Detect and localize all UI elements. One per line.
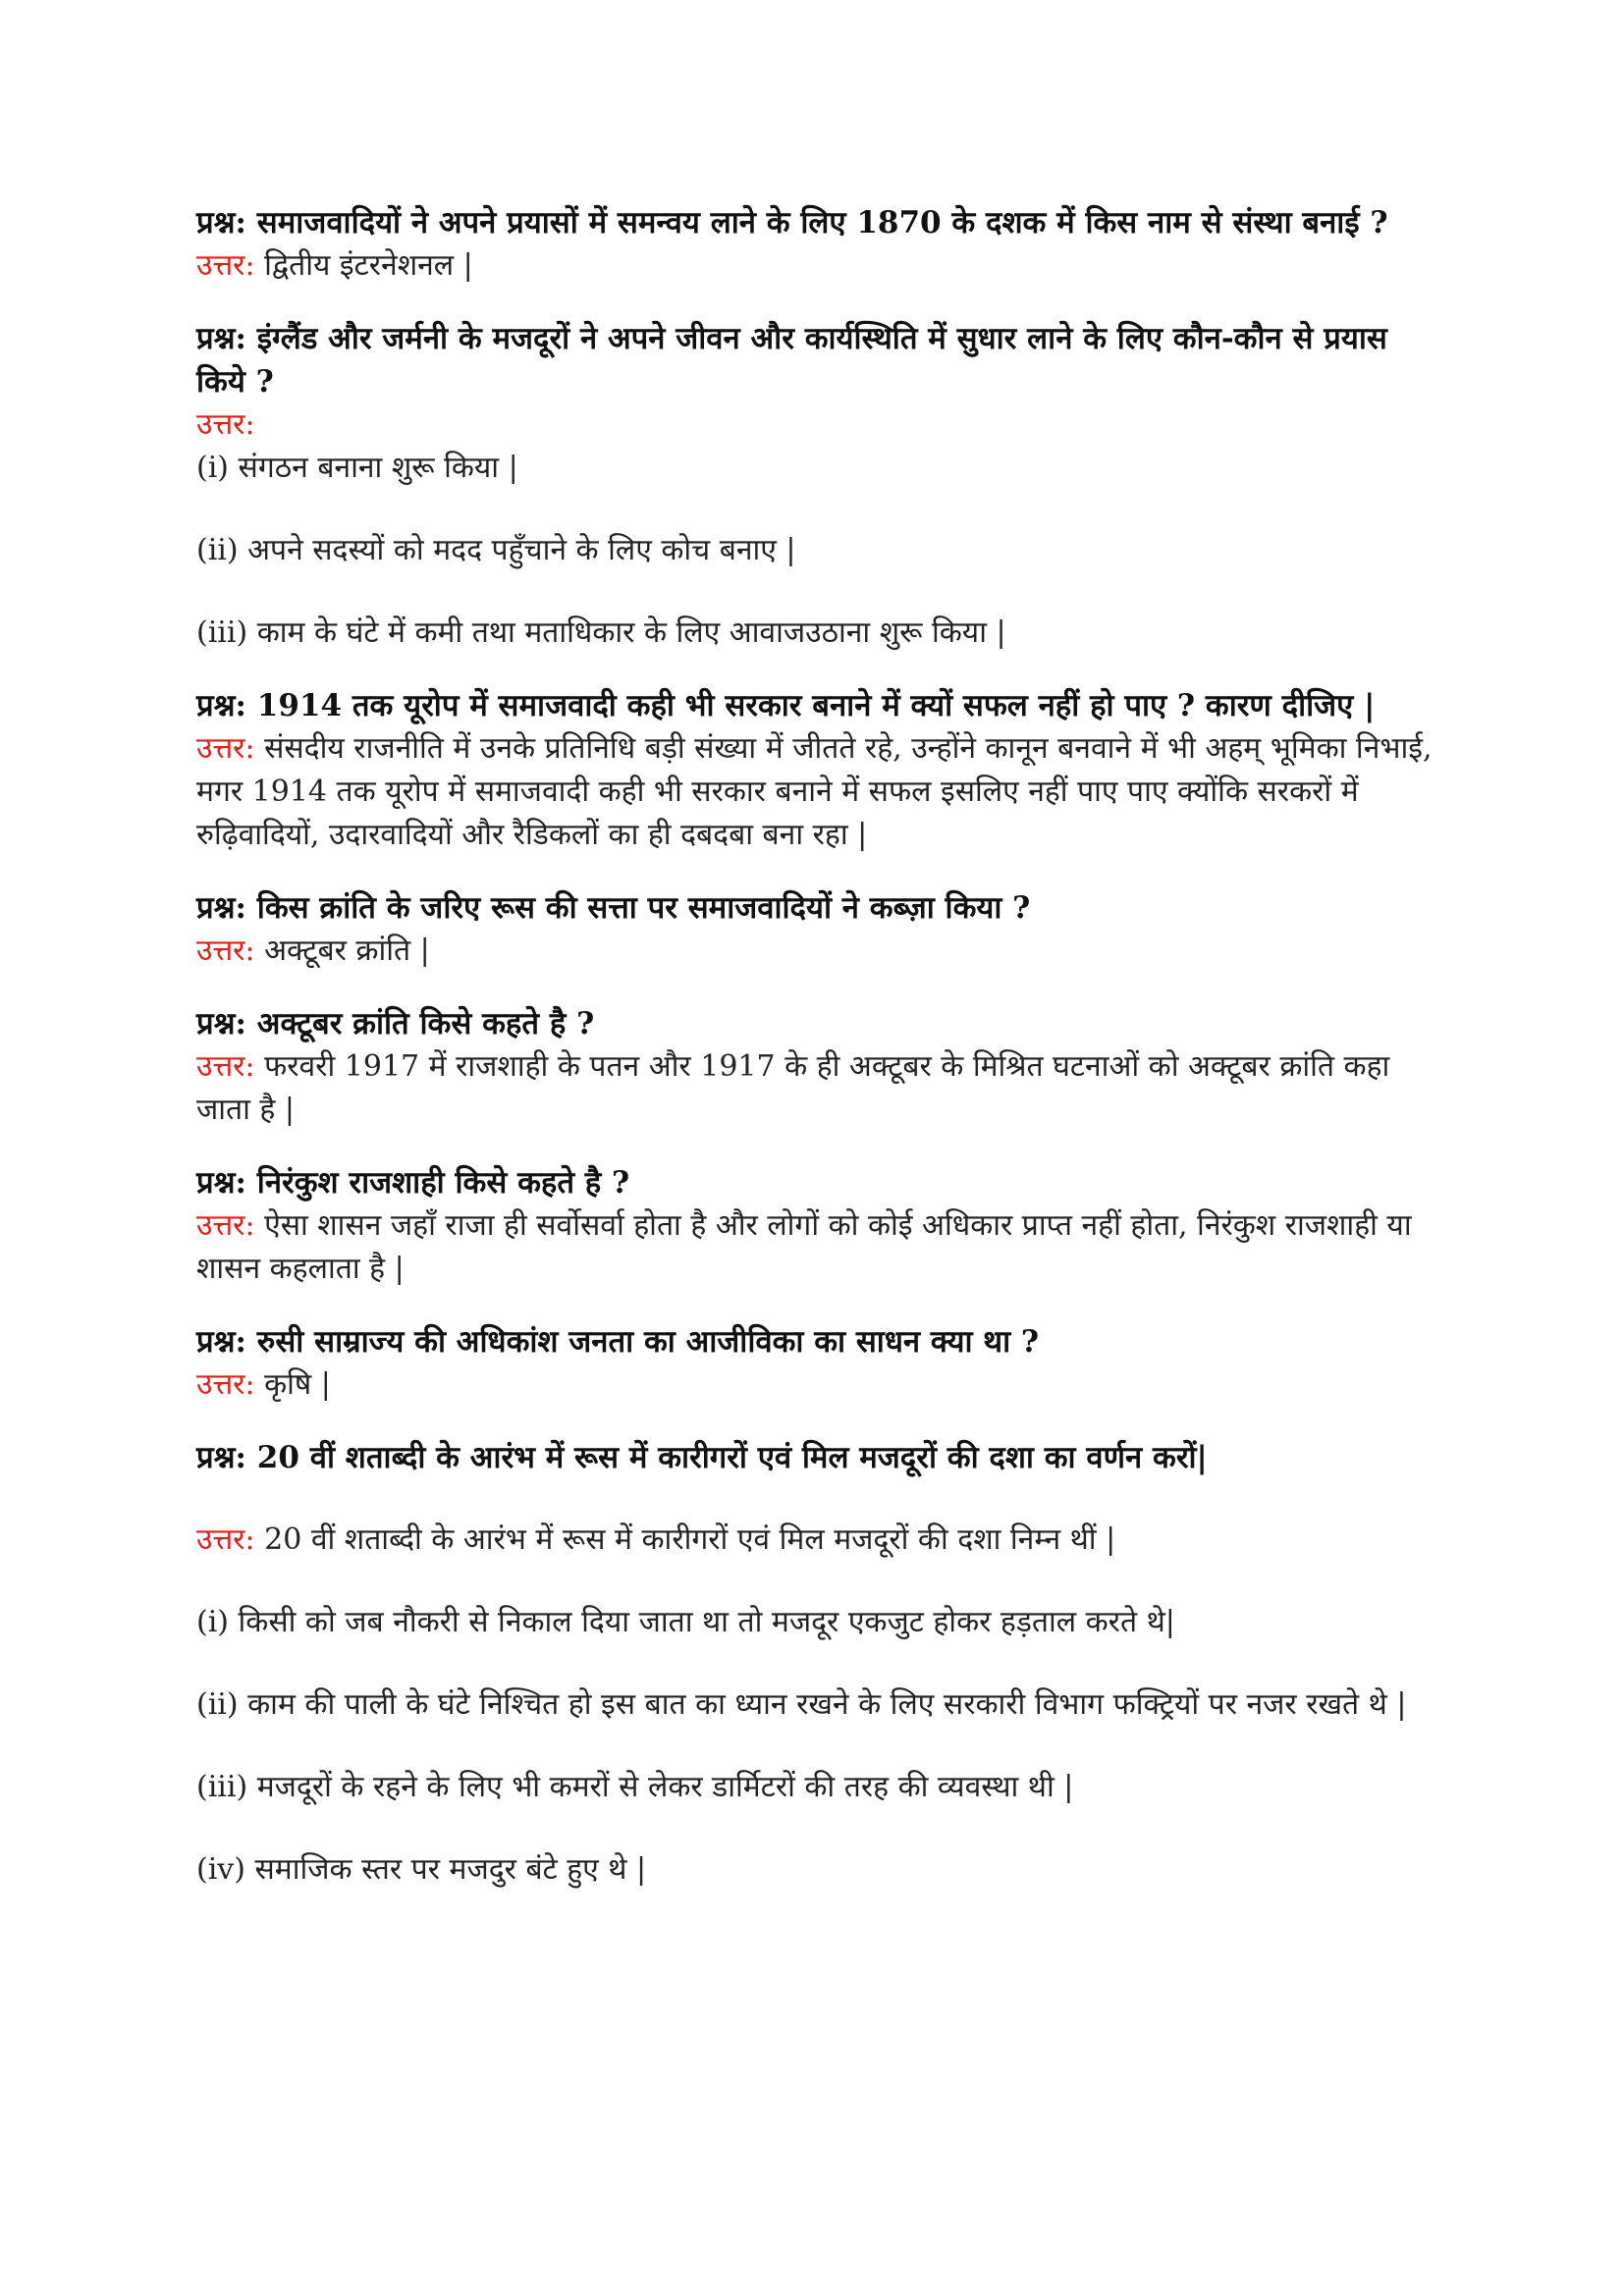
answer <box>196 244 1434 288</box>
question <box>196 1320 1434 1363</box>
answer-point: (i) संगठन बनाना शुरू किया | <box>196 451 518 485</box>
question-label: प्रश्न: <box>196 205 246 240</box>
qa-block <box>196 1436 1434 1892</box>
question-label: प्रश्न: <box>196 688 246 723</box>
question-text: निरंकुश राजशाही किसे कहते है ? <box>256 1165 630 1201</box>
answer-point: (ii) अपने सदस्यों को मदद पहुँचाने के लिए कोच बनाए | <box>196 533 796 567</box>
question <box>196 886 1434 930</box>
question-text: 20 वीं शताब्दी के आरंभ में रूस में कारीगरों एवं मिल मजदूरों की दशा का वर्णन करों| <box>256 1440 1208 1475</box>
qa-block <box>196 684 1434 857</box>
question-text: समाजवादियों ने अपने प्रयासों में समन्वय लाने के लिए 1870 के दशक में किस नाम से संस्था बनाई ? <box>256 205 1388 240</box>
question-label: प्रश्न: <box>196 1440 246 1475</box>
answer-text: कृषि | <box>264 1367 331 1402</box>
question-text: अक्टूबर क्रांति किसे कहते है ? <box>256 1006 595 1041</box>
answer-label: उत्तर: <box>196 731 255 766</box>
question <box>196 201 1434 244</box>
question-text: 1914 तक यूरोप में समाजवादी कही भी सरकार बनाने में क्यों सफल नहीं हो पाए ? कारण दीजिए | <box>256 688 1376 723</box>
answer-text: ऐसा शासन जहाँ राजा ही सर्वोसर्वा होता है और लोगों को कोई अधिकार प्राप्त नहीं होता, निरंकुश राजशाही या शासन कहलाता है | <box>196 1208 1412 1286</box>
answer-point: (iv) समाजिक स्तर पर मजदुर बंटे हुए थे | <box>196 1852 647 1887</box>
qa-block <box>196 317 1434 655</box>
answer-label: उत्तर: <box>196 1049 255 1084</box>
question <box>196 684 1434 727</box>
question-label: प्रश्न: <box>196 890 246 926</box>
qa-block <box>196 201 1434 288</box>
answer-point: (iii) काम के घंटे में कमी तथा मताधिकार के लिए आवाजउठाना शुरू किया | <box>196 615 1006 650</box>
question-label: प्रश्न: <box>196 1165 246 1201</box>
qa-list <box>196 201 1434 1921</box>
answer-label: उत्तर: <box>196 1367 255 1402</box>
answer-point: (iii) मजदूरों के रहने के लिए भी कमरों से लेकर डार्मिटरों की तरह की व्यवस्था थी | <box>196 1770 1074 1804</box>
answer-text: 20 वीं शताब्दी के आरंभ में रूस में कारीगरों एवं मिल मजदूरों की दशा निम्न थीं | <box>264 1522 1116 1557</box>
question <box>196 1002 1434 1045</box>
question-label: प्रश्न: <box>196 1324 246 1360</box>
question <box>196 317 1434 403</box>
answer-text: अक्टूबर क्रांति | <box>264 934 430 968</box>
question-label: प्रश्न: <box>196 1006 246 1041</box>
question-label: प्रश्न: <box>196 321 246 356</box>
answer-label: उत्तर: <box>196 407 255 442</box>
question-text: किस क्रांति के जरिए रूस की सत्ता पर समाजवादियों ने कब्ज़ा किया ? <box>256 890 1031 926</box>
answer <box>196 727 1434 857</box>
answer <box>196 930 1434 973</box>
answer-text: फरवरी 1917 में राजशाही के पतन और 1917 के ही अक्टूबर के मिश्रित घटनाओं को अक्टूबर क्रांति कहा जाता है | <box>196 1049 1390 1127</box>
qa-block <box>196 1161 1434 1291</box>
qa-block <box>196 1002 1434 1132</box>
question <box>196 1436 1434 1479</box>
question-text: इंग्लैंड और जर्मनी के मजदूरों ने अपने जीवन और कार्यस्थिति में सुधार लाने के लिए कौन-कौन से प्रयास किये ? <box>196 321 1387 400</box>
answer-label: उत्तर: <box>196 248 255 283</box>
answer <box>196 1045 1434 1132</box>
answer-point: (ii) काम की पाली के घंटे निश्चित हो इस बात का ध्यान रखने के लिए सरकारी विभाग फक्ट्रियों पर नजर रखते थे | <box>196 1687 1407 1722</box>
answer <box>196 1363 1434 1407</box>
qa-block <box>196 886 1434 973</box>
answer-label: उत्तर: <box>196 934 255 968</box>
answer-label: उत्तर: <box>196 1208 255 1243</box>
answer <box>196 403 1434 447</box>
answer <box>196 1519 1434 1562</box>
qa-block <box>196 1320 1434 1407</box>
answer <box>196 1204 1434 1291</box>
question-text: रुसी साम्राज्य की अधिकांश जनता का आजीविका का साधन क्या था ? <box>256 1324 1040 1360</box>
answer-text: संसदीय राजनीति में उनके प्रतिनिधि बड़ी संख्या में जीतते रहे, उन्होंने कानून बनवाने में भी अहम् भूमिका निभाई, मगर 1914 तक यूरोप में समाजवादी कही भी सरकार बनाने में सफल इसलिए नहीं पाए पाए क्योंकि सरकरों में रुढ़िवादियों, उदारवादियों और रैडिकलों का ही दबदबा बना रहा | <box>196 731 1433 852</box>
answer-label: उत्तर: <box>196 1522 255 1557</box>
answer-point: (i) किसी को जब नौकरी से निकाल दिया जाता था तो मजदूर एकजुट होकर हड़ताल करते थे| <box>196 1605 1175 1639</box>
question <box>196 1161 1434 1204</box>
answer-text: द्वितीय इंटरनेशनल | <box>264 248 473 283</box>
